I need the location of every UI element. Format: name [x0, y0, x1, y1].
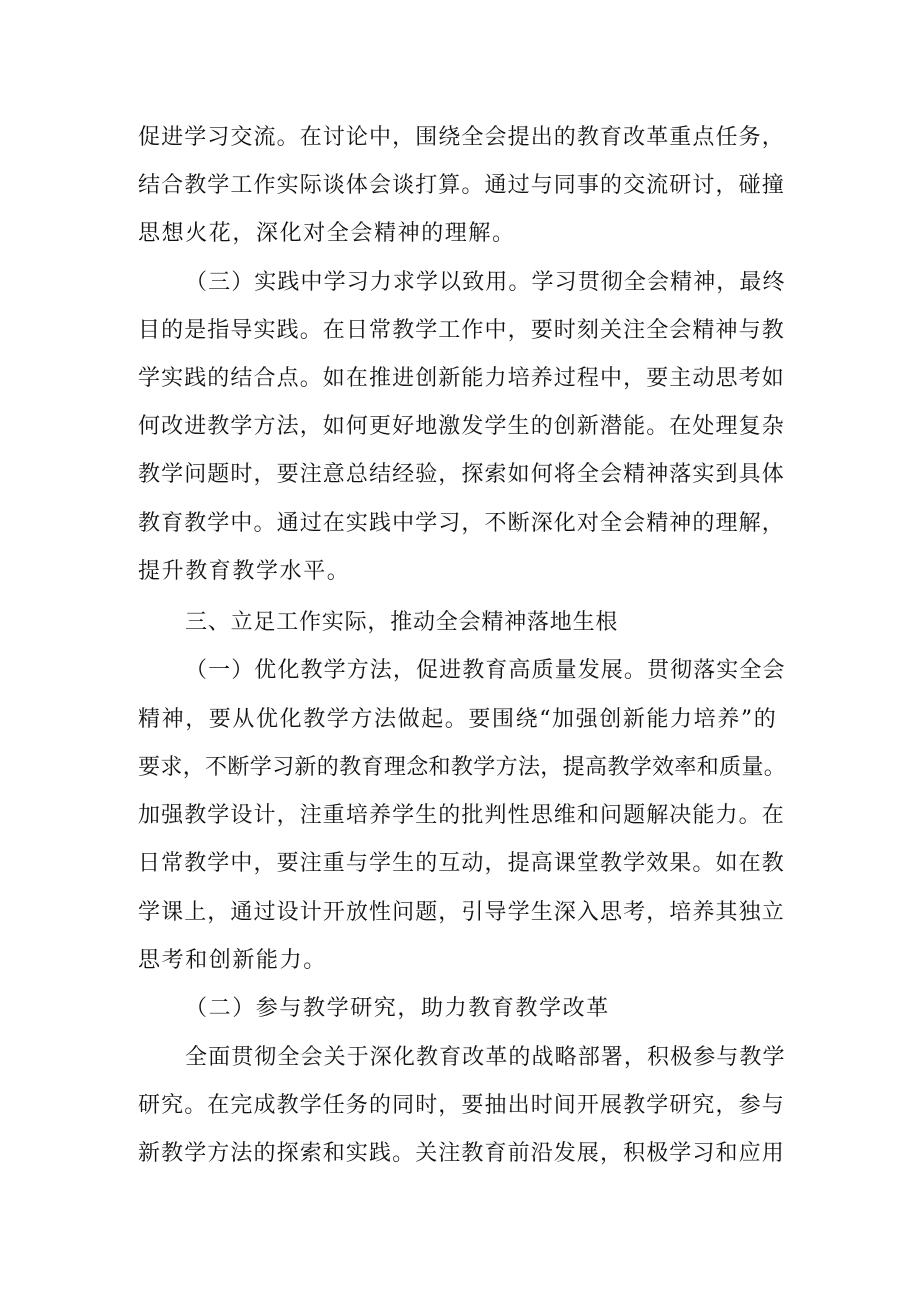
text-line: 精神，要从优化教学方法做起。要围绕“加强创新能力培养”的	[138, 707, 778, 732]
subsection-heading: （二）参与教学研究，助力教育教学改革	[185, 996, 610, 1021]
text-line: 研究。在完成教学任务的同时，要抽出时间开展教学研究，参与	[138, 1093, 785, 1118]
text-line: 教学问题时，要注意总结经验，探索如何将全会精神落实到具体	[138, 462, 785, 487]
text-line: 思考和创新能力。	[138, 948, 327, 973]
text-line: 结合教学工作实际谈体会谈打算。通过与同事的交流研讨，碰撞	[138, 173, 785, 198]
text-line: （一）优化教学方法，促进教育高质量发展。贯彻落实全会	[185, 658, 786, 683]
text-line: 何改进教学方法，如何更好地激发学生的创新潜能。在处理复杂	[138, 414, 785, 439]
text-line: 提升教育教学水平。	[138, 559, 351, 584]
text-line: 目的是指导实践。在日常教学工作中，要时刻关注全会精神与教	[138, 318, 785, 343]
text-line: 学实践的结合点。如在推进创新能力培养过程中，要主动思考如	[138, 366, 785, 391]
text-line: （三）实践中学习力求学以致用。学习贯彻全会精神，最终	[185, 270, 786, 295]
text-line: 日常教学中，要注重与学生的互动，提高课堂教学效果。如在教	[138, 851, 785, 876]
text-line: 学课上，通过设计开放性问题，引导学生深入思考，培养其独立	[138, 900, 785, 925]
text-line: 教育教学中。通过在实践中学习，不断深化对全会精神的理解，	[138, 511, 785, 536]
text-line: 加强教学设计，注重培养学生的批判性思维和问题解决能力。在	[138, 803, 785, 828]
text-line: 要求，不断学习新的教育理念和教学方法，提高教学效率和质量。	[138, 755, 787, 780]
section-heading: 三、立足工作实际，推动全会精神落地生根	[185, 610, 619, 635]
text-line: 促进学习交流。在讨论中，围绕全会提出的教育改革重点任务，	[138, 125, 785, 150]
text-line: 思想火花，深化对全会精神的理解。	[138, 221, 516, 246]
text-line: 全面贯彻全会关于深化教育改革的战略部署，积极参与教学	[185, 1045, 786, 1070]
text-line: 新教学方法的探索和实践。关注教育前沿发展，积极学习和应用	[138, 1141, 785, 1166]
